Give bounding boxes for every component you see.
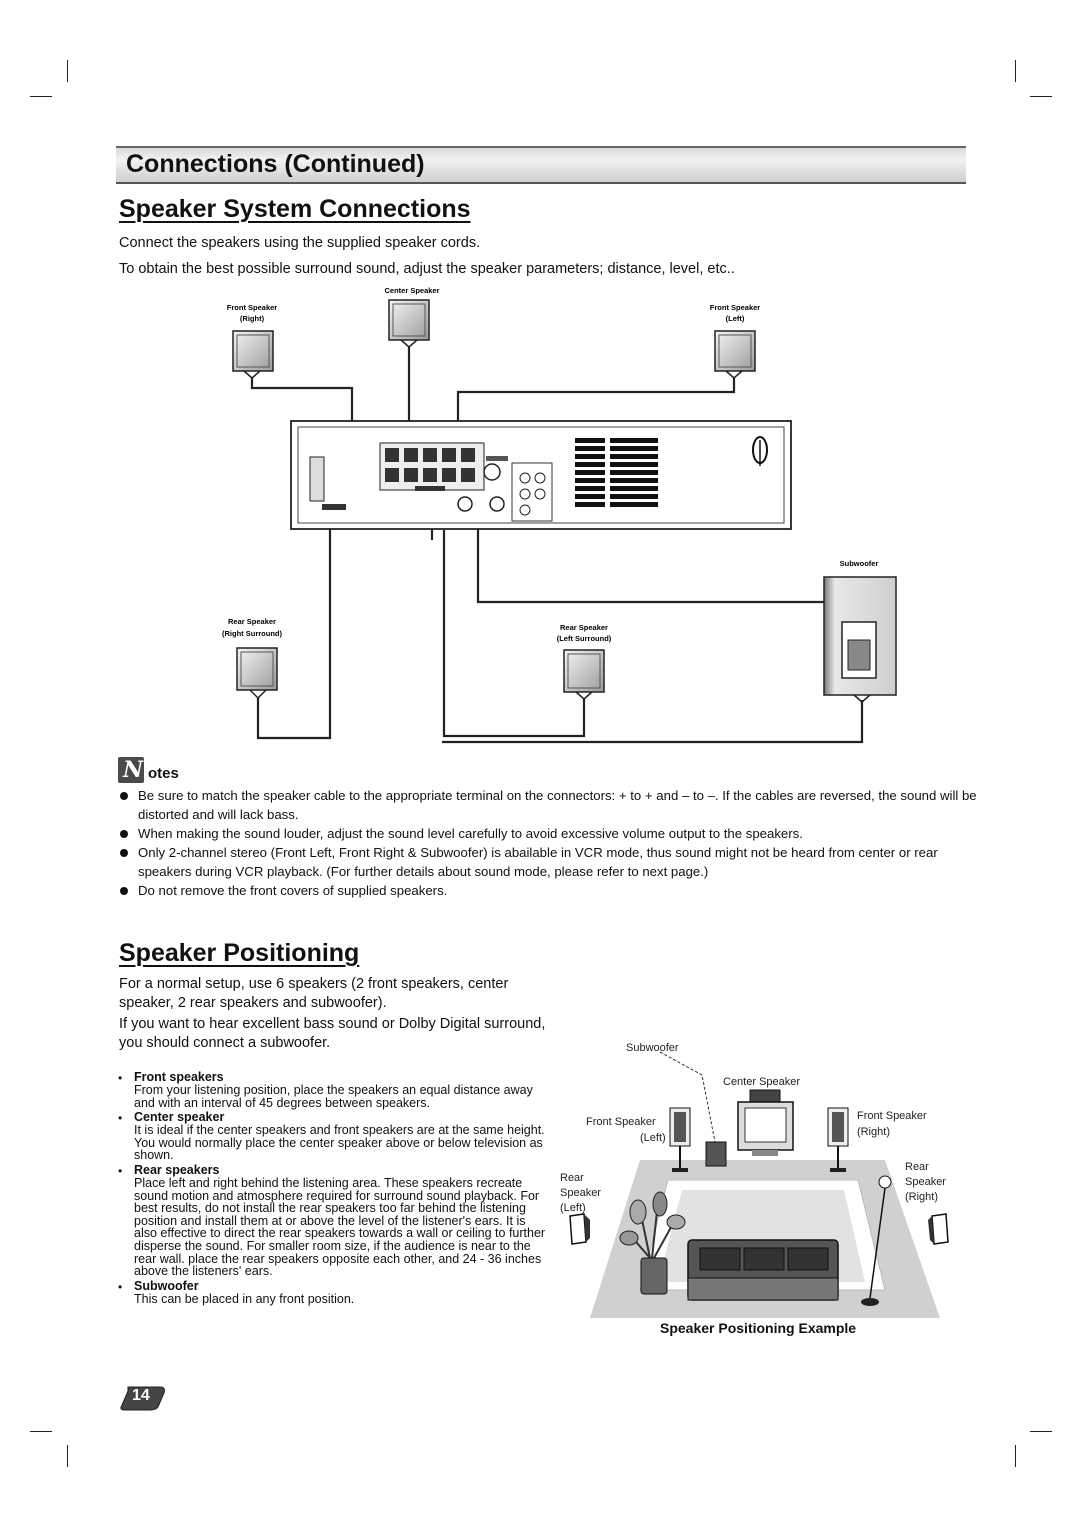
positioning-para1: For a normal setup, use 6 speakers (2 front speakers, center speaker, 2 rear speakers and subwoofer). [119,976,509,1011]
illus-front-right-label-1: Front Speaker [857,1110,927,1122]
front-left-label-2: (Left) [725,314,745,323]
crop-mark [30,1431,52,1432]
positioning-term: • Subwoofer [134,1278,199,1293]
crop-mark [1015,1445,1016,1467]
illus-rear-speaker-right [928,1214,948,1244]
note-item: Do not remove the front covers of supplied speakers. [118,881,978,900]
section-title: Connections (Continued) [126,150,425,178]
subwoofer-unit [824,577,896,702]
illus-rear-right-label-2: Speaker [905,1176,946,1188]
illus-center-label: Center Speaker [723,1076,801,1088]
page-number: 14 [132,1387,150,1404]
positioning-desc: It is ideal if the center speakers and front speakers are at the same height. You would normally place the center speaker above or below television as shown. [134,1123,545,1163]
positioning-term: • Center speaker [134,1110,225,1125]
illus-subwoofer [706,1142,726,1166]
speaker-positioning-heading: Speaker Positioning [119,939,360,967]
positioning-list [118,1071,550,1307]
rear-right-label-2: (Right Surround) [222,629,282,638]
notes-initial: N [123,757,144,783]
illus-front-left-label-1: Front Speaker [586,1116,656,1128]
front-right-label-1: Front Speaker [226,303,278,312]
crop-mark [67,1445,68,1467]
rear-right-label-1: Rear Speaker [228,617,276,626]
front-right-label-2: (Right) [239,314,265,323]
center-speaker [389,300,429,347]
rear-speaker-right [237,648,277,698]
illus-sofa [688,1240,838,1300]
positioning-desc: Place left and right behind the listening area. These speakers recreate sound motion and atmosphere required for surround sound playback. For best results, do not install the rear speakers too far behind the listening position and install them at or above the level of the listener's ears. It is also effective to direct the rear speakers towards a wall or ceiling to further disperse the sound. For smaller room size, if the audience is near to the rear wall. place the rear speakers opposite each other, and 24 - 36 inches above the listeners' ears. [134,1175,546,1279]
illus-front-left-label-2: (Left) [640,1132,666,1144]
illus-rear-speaker-left [570,1214,590,1244]
illus-center-speaker [750,1090,780,1102]
illus-front-right-label-2: (Right) [857,1126,891,1138]
rear-left-label-1: Rear Speaker [560,623,608,632]
notes-list [118,786,978,900]
illus-subwoofer-label: Subwoofer [626,1042,679,1054]
rear-speaker-left [564,650,604,699]
illus-rear-left-label-2: Speaker [560,1187,601,1199]
rear-left-label-2: (Left Surround) [556,634,612,643]
note-item: When making the sound louder, adjust the sound level carefully to avoid excessive volume output to the speakers. [118,824,978,843]
positioning-term: • Front speakers [134,1070,224,1084]
positioning-term: • Rear speakers [134,1162,220,1177]
center-speaker-label: Center Speaker [384,286,440,295]
positioning-item [118,1164,550,1278]
illus-rear-right-label-3: (Right) [905,1191,939,1203]
illus-rear-left-label-1: Rear [560,1172,584,1184]
notes-heading: otes [148,765,179,782]
front-speaker-left [715,331,755,378]
note-item: Only 2-channel stereo (Front Left, Front Right & Subwoofer) is abailable in VCR mode, thus sound might not be heard from center or rear speakers during VCR playback. (For further details about sound mode, please refer to next page.) [118,843,978,881]
positioning-item [118,1280,550,1306]
subwoofer-label: Subwoofer [839,559,879,568]
speaker-system-heading: Speaker System Connections [119,195,471,223]
notes-icon [118,757,144,783]
positioning-desc: This can be placed in any front position. [134,1291,355,1306]
illus-caption: Speaker Positioning Example [660,1320,857,1336]
front-speaker-right [233,331,273,378]
positioning-para2: If you want to hear excellent bass sound or Dolby Digital surround, you should connect a subwoofer. [119,1016,546,1051]
positioning-item [118,1111,550,1162]
crop-mark [1030,1431,1052,1432]
illus-rear-right-label-1: Rear [905,1161,929,1173]
positioning-item [118,1071,550,1109]
positioning-desc: From your listening position, place the speakers an equal distance away and with an interval of 45 degrees between speakers. [134,1083,533,1110]
speaker-system-intro2: To obtain the best possible surround sound, adjust the speaker parameters; distance, level, etc.. [119,261,735,277]
front-left-label-1: Front Speaker [709,303,761,312]
connection-diagram [0,0,1080,760]
speaker-system-intro: Connect the speakers using the supplied speaker cords. [119,235,481,251]
speaker-wires [252,346,862,742]
note-item: Be sure to match the speaker cable to the appropriate terminal on the connectors: + to + and – to –. If the cables are reversed, the sound will be distorted and will lack bass. [118,786,978,824]
receiver-back-panel [291,421,791,529]
illus-rear-left-label-3: (Left) [560,1202,586,1214]
positioning-illustration [540,1030,960,1320]
